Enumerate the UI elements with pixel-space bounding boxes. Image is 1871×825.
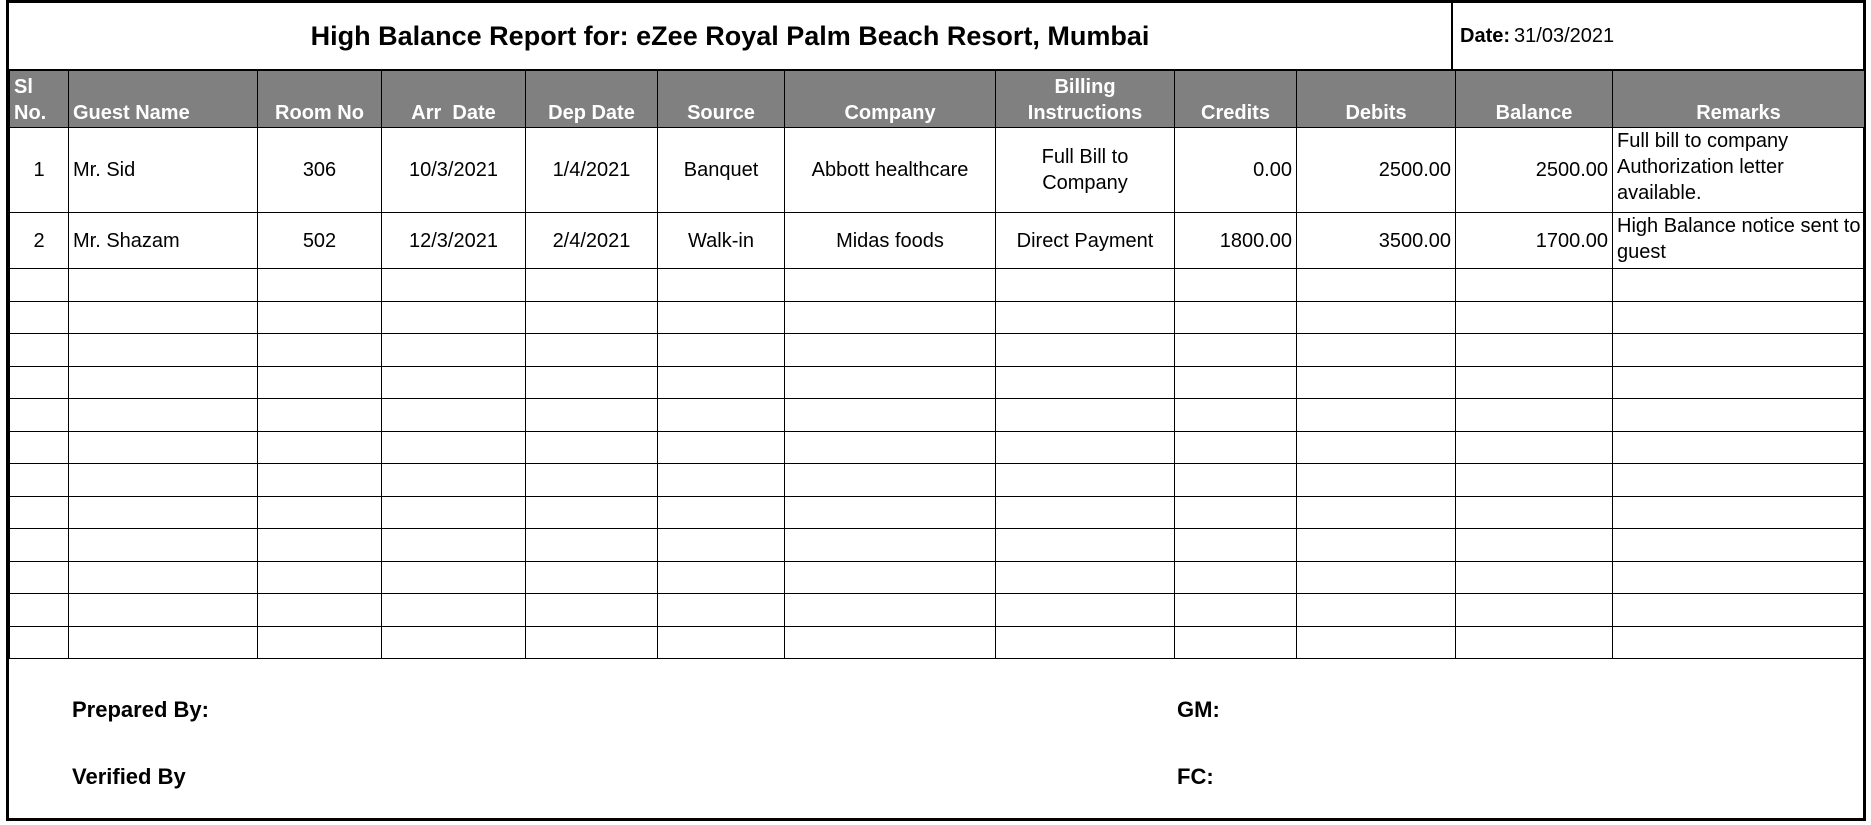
empty-cell [382, 301, 526, 334]
empty-cell [10, 626, 69, 659]
empty-cell [69, 334, 258, 367]
cell-balance: 1700.00 [1456, 213, 1613, 269]
empty-cell [10, 594, 69, 627]
empty-cell [785, 301, 996, 334]
empty-cell [996, 366, 1175, 399]
col-header-company: Company [785, 71, 996, 128]
cell-source: Banquet [658, 128, 785, 213]
empty-cell [69, 431, 258, 464]
empty-cell [1175, 594, 1297, 627]
empty-cell [526, 334, 658, 367]
empty-cell [1613, 464, 1865, 497]
empty-cell [658, 464, 785, 497]
empty-cell [1297, 594, 1456, 627]
empty-cell [1613, 269, 1865, 302]
cell-credits: 0.00 [1175, 128, 1297, 213]
empty-cell [10, 431, 69, 464]
empty-cell [1175, 496, 1297, 529]
empty-cell [658, 399, 785, 432]
empty-cell [10, 334, 69, 367]
cell-sl-no: 2 [10, 213, 69, 269]
empty-cell [658, 529, 785, 562]
empty-cell [1613, 626, 1865, 659]
empty-cell [10, 496, 69, 529]
empty-cell [1613, 594, 1865, 627]
empty-cell [658, 269, 785, 302]
empty-table-row [10, 594, 1865, 627]
empty-cell [658, 334, 785, 367]
empty-cell [996, 626, 1175, 659]
empty-cell [69, 496, 258, 529]
empty-cell [1456, 496, 1613, 529]
empty-cell [1175, 561, 1297, 594]
empty-cell [1297, 431, 1456, 464]
empty-cell [1456, 626, 1613, 659]
empty-cell [658, 594, 785, 627]
report-title: High Balance Report for: eZee Royal Palm Beach Resort, Mumbai [9, 3, 1453, 69]
empty-cell [1456, 399, 1613, 432]
cell-debits: 2500.00 [1297, 128, 1456, 213]
empty-cell [69, 269, 258, 302]
empty-cell [526, 626, 658, 659]
empty-cell [1613, 399, 1865, 432]
empty-cell [382, 334, 526, 367]
empty-cell [382, 366, 526, 399]
empty-cell [1297, 464, 1456, 497]
empty-table-row [10, 626, 1865, 659]
cell-balance: 2500.00 [1456, 128, 1613, 213]
empty-table-row [10, 529, 1865, 562]
empty-cell [996, 496, 1175, 529]
empty-cell [526, 561, 658, 594]
col-header-source: Source [658, 71, 785, 128]
balance-table [9, 70, 1865, 659]
empty-cell [10, 269, 69, 302]
empty-cell [785, 464, 996, 497]
empty-cell [10, 529, 69, 562]
empty-cell [10, 464, 69, 497]
empty-cell [1175, 626, 1297, 659]
empty-cell [996, 334, 1175, 367]
verified-by-label: Verified By [72, 764, 186, 789]
date-label: Date: [1460, 24, 1511, 47]
empty-table-row [10, 269, 1865, 302]
empty-cell [1175, 269, 1297, 302]
empty-cell [526, 366, 658, 399]
empty-cell [658, 301, 785, 334]
empty-cell [382, 464, 526, 497]
empty-cell [382, 626, 526, 659]
empty-cell [69, 561, 258, 594]
empty-cell [1456, 301, 1613, 334]
empty-cell [1456, 594, 1613, 627]
empty-cell [69, 366, 258, 399]
empty-cell [1613, 431, 1865, 464]
cell-company: Midas foods [785, 213, 996, 269]
empty-cell [1456, 431, 1613, 464]
empty-cell [69, 464, 258, 497]
empty-rows [10, 269, 1865, 659]
empty-cell [785, 561, 996, 594]
col-header-balance: Balance [1456, 71, 1613, 128]
empty-cell [258, 529, 382, 562]
cell-arr-date: 12/3/2021 [382, 213, 526, 269]
empty-cell [1297, 399, 1456, 432]
empty-cell [785, 269, 996, 302]
empty-cell [69, 529, 258, 562]
empty-cell [526, 301, 658, 334]
empty-cell [1175, 334, 1297, 367]
empty-cell [1175, 399, 1297, 432]
empty-cell [69, 594, 258, 627]
empty-cell [69, 399, 258, 432]
empty-cell [658, 496, 785, 529]
empty-cell [382, 496, 526, 529]
empty-cell [10, 301, 69, 334]
empty-cell [658, 366, 785, 399]
empty-cell [526, 594, 658, 627]
fc-label: FC: [1177, 764, 1214, 789]
table-row [10, 213, 1865, 269]
empty-cell [258, 561, 382, 594]
empty-cell [996, 464, 1175, 497]
prepared-by-label: Prepared By: [72, 697, 209, 722]
empty-cell [526, 496, 658, 529]
empty-cell [1297, 366, 1456, 399]
empty-cell [69, 626, 258, 659]
empty-cell [996, 431, 1175, 464]
col-header-remarks: Remarks [1613, 71, 1865, 128]
empty-table-row [10, 334, 1865, 367]
empty-table-row [10, 366, 1865, 399]
empty-cell [1456, 561, 1613, 594]
signature-section [9, 660, 1863, 820]
cell-sl-no: 1 [10, 128, 69, 213]
empty-table-row [10, 561, 1865, 594]
empty-cell [1456, 464, 1613, 497]
empty-cell [1613, 366, 1865, 399]
empty-cell [258, 269, 382, 302]
col-header-room-no: Room No [258, 71, 382, 128]
empty-cell [658, 626, 785, 659]
empty-cell [526, 269, 658, 302]
empty-cell [10, 561, 69, 594]
empty-cell [1297, 626, 1456, 659]
empty-cell [1297, 561, 1456, 594]
col-header-credits: Credits [1175, 71, 1297, 128]
empty-cell [1613, 561, 1865, 594]
empty-cell [1456, 366, 1613, 399]
cell-arr-date: 10/3/2021 [382, 128, 526, 213]
empty-table-row [10, 301, 1865, 334]
col-header-billing-instructions: Billing Instructions [996, 71, 1175, 128]
empty-cell [785, 334, 996, 367]
empty-cell [1297, 529, 1456, 562]
col-header-arr-date: Arr Date [382, 71, 526, 128]
col-header-debits: Debits [1297, 71, 1456, 128]
empty-cell [996, 594, 1175, 627]
cell-dep-date: 2/4/2021 [526, 213, 658, 269]
cell-billing-instructions: Full Bill to Company [996, 128, 1175, 213]
report-frame [6, 0, 1866, 821]
cell-guest-name: Mr. Sid [69, 128, 258, 213]
cell-debits: 3500.00 [1297, 213, 1456, 269]
table-header-row [10, 71, 1865, 128]
empty-cell [785, 366, 996, 399]
empty-cell [1297, 301, 1456, 334]
report-date [1453, 3, 1863, 69]
empty-table-row [10, 496, 1865, 529]
empty-cell [996, 269, 1175, 302]
empty-cell [1613, 496, 1865, 529]
empty-cell [382, 399, 526, 432]
empty-cell [258, 594, 382, 627]
cell-company: Abbott healthcare [785, 128, 996, 213]
cell-room-no: 502 [258, 213, 382, 269]
empty-table-row [10, 399, 1865, 432]
empty-cell [996, 399, 1175, 432]
empty-cell [1456, 269, 1613, 302]
cell-remarks: Full bill to company Authorization letter available. [1613, 128, 1865, 213]
empty-cell [258, 626, 382, 659]
col-header-dep-date: Dep Date [526, 71, 658, 128]
cell-billing-instructions: Direct Payment [996, 213, 1175, 269]
empty-cell [1175, 431, 1297, 464]
empty-cell [1456, 334, 1613, 367]
empty-cell [785, 594, 996, 627]
empty-cell [1613, 334, 1865, 367]
empty-cell [258, 464, 382, 497]
col-header-sl-no: Sl No. [10, 71, 69, 128]
empty-cell [382, 269, 526, 302]
empty-cell [382, 561, 526, 594]
empty-cell [785, 529, 996, 562]
empty-cell [1297, 496, 1456, 529]
empty-cell [258, 334, 382, 367]
empty-cell [785, 496, 996, 529]
empty-cell [526, 431, 658, 464]
empty-cell [258, 301, 382, 334]
empty-cell [258, 431, 382, 464]
cell-room-no: 306 [258, 128, 382, 213]
cell-credits: 1800.00 [1175, 213, 1297, 269]
empty-cell [1297, 334, 1456, 367]
empty-cell [996, 561, 1175, 594]
cell-guest-name: Mr. Shazam [69, 213, 258, 269]
empty-cell [1175, 529, 1297, 562]
empty-cell [258, 496, 382, 529]
empty-cell [658, 431, 785, 464]
empty-cell [258, 399, 382, 432]
empty-cell [382, 594, 526, 627]
empty-cell [658, 561, 785, 594]
table-row [10, 128, 1865, 213]
empty-cell [1613, 529, 1865, 562]
empty-cell [382, 529, 526, 562]
empty-cell [1175, 301, 1297, 334]
empty-cell [69, 301, 258, 334]
empty-cell [10, 399, 69, 432]
cell-source: Walk-in [658, 213, 785, 269]
empty-cell [1175, 464, 1297, 497]
empty-cell [382, 431, 526, 464]
empty-cell [996, 529, 1175, 562]
empty-cell [785, 431, 996, 464]
gm-label: GM: [1177, 697, 1220, 722]
cell-dep-date: 1/4/2021 [526, 128, 658, 213]
empty-cell [785, 626, 996, 659]
empty-cell [1613, 301, 1865, 334]
date-value: 31/03/2021 [1514, 24, 1615, 47]
empty-cell [1297, 269, 1456, 302]
empty-cell [996, 301, 1175, 334]
empty-cell [10, 366, 69, 399]
cell-remarks: High Balance notice sent to guest [1613, 213, 1865, 269]
empty-cell [258, 366, 382, 399]
empty-cell [526, 399, 658, 432]
col-header-guest-name: Guest Name [69, 71, 258, 128]
empty-cell [526, 464, 658, 497]
title-row [9, 3, 1863, 71]
empty-cell [526, 529, 658, 562]
empty-table-row [10, 431, 1865, 464]
empty-table-row [10, 464, 1865, 497]
empty-cell [1175, 366, 1297, 399]
empty-cell [1456, 529, 1613, 562]
empty-cell [785, 399, 996, 432]
